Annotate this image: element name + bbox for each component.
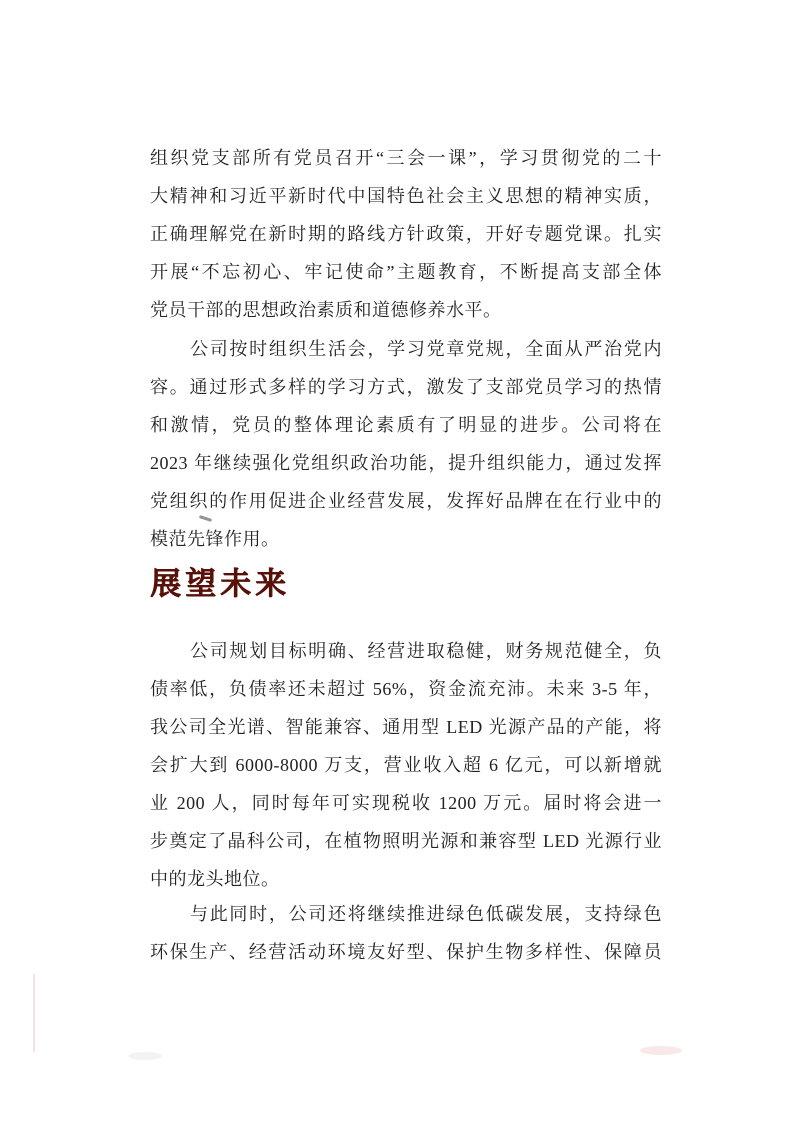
text-line: 债率低，负债率还未超过 56%，资金流充沛。未来 3-5 年， [150, 679, 662, 699]
text-line: 公司按时组织生活会，学习党章党规，全面从严治党内 [190, 339, 662, 359]
scan-smudge-artifact [640, 1046, 682, 1055]
paragraph-future-plan [150, 632, 662, 898]
text-line: 环保生产、经营活动环境友好型、保护生物多样性、保障员 [150, 942, 662, 962]
text-line: 会扩大到 6000-8000 万支，营业收入超 6 亿元，可以新增就 [150, 755, 662, 775]
paragraph-party-courses [150, 139, 662, 329]
text-line: 正确理解党在新时期的路线方针政策，开好专题党课。扎实 [150, 224, 662, 244]
text-line: 中的龙头地位。 [150, 869, 280, 889]
paragraph-green-development [150, 895, 662, 971]
text-line: 2023 年继续强化党组织政治功能，提升组织能力，通过发挥 [150, 453, 662, 473]
text-line: 模范先锋作用。 [150, 529, 280, 549]
section-heading-outlook: 展望未来 [150, 566, 290, 601]
scan-streak-artifact [33, 974, 35, 1052]
text-line: 组织党支部所有党员召开“三会一课”，学习贯彻党的二十 [150, 148, 662, 168]
text-line: 业 200 人，同时每年可实现税收 1200 万元。届时将会进一 [150, 793, 662, 813]
text-line: 我公司全光谱、智能兼容、通用型 LED 光源产品的产能，将 [150, 717, 662, 737]
text-line: 公司规划目标明确、经营进取稳健，财务规范健全，负 [190, 641, 662, 661]
text-line: 大精神和习近平新时代中国特色社会主义思想的精神实质， [150, 186, 662, 206]
paragraph-organization-life [150, 330, 662, 558]
text-line: 开展“不忘初心、牢记使命”主题教育，不断提高支部全体 [150, 262, 662, 282]
text-line: 党员干部的思想政治素质和道德修养水平。 [150, 300, 502, 320]
text-line: 与此同时，公司还将继续推进绿色低碳发展，支持绿色 [190, 904, 662, 924]
scan-smudge-artifact [128, 1052, 162, 1060]
text-line: 步奠定了晶科公司，在植物照明光源和兼容型 LED 光源行业 [150, 831, 662, 851]
text-line: 容。通过形式多样的学习方式，激发了支部党员学习的热情 [150, 377, 662, 397]
text-line: 和激情，党员的整体理论素质有了明显的进步。公司将在 [150, 415, 662, 435]
text-line: 党组织的作用促进企业经营发展，发挥好品牌在在行业中的 [150, 491, 662, 511]
